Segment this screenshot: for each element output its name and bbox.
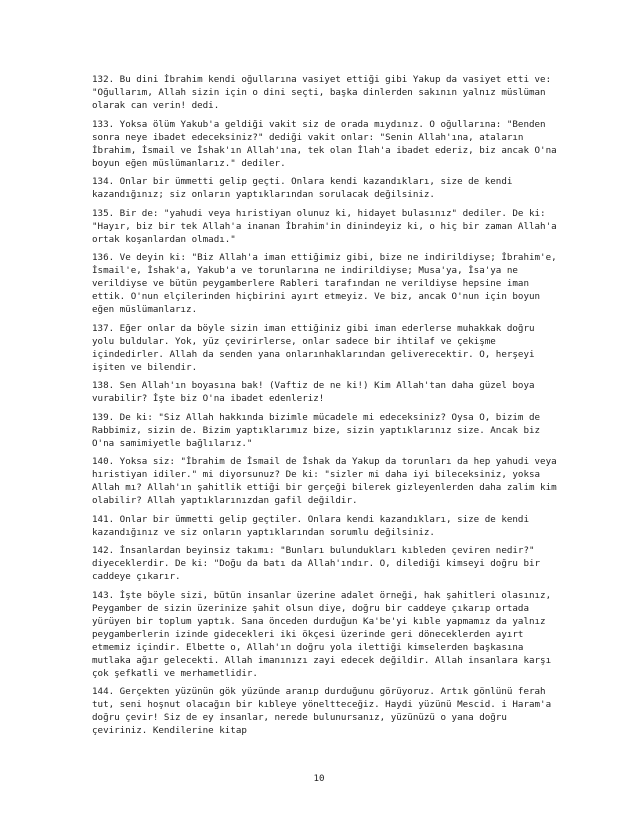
verse-paragraph-133: 133. Yoksa ölüm Yakub'a geldiği vakit siz de orada mıydınız. O oğullarına: "Benden sonra neye ibadet edeceksiniz?" dediği vakit onlar: "Senin Allah'ına, ataların İbrahim, İsmail ve İshak'ın Allah'ına, tek olan İlah'a ibadet ederiz, biz ancak O'na boyun eğen müslümanlarız." dediler. <box>92 118 557 169</box>
verse-paragraph-137: 137. Eğer onlar da böyle sizin iman ettiğiniz gibi iman ederlerse muhakkak doğru yolu buldular. Yok, yüz çevirirlerse, onlar sadece bir ihtilaf ve çekişme içindedirler. Allah da senden yana onlarınhaklarından geliverecektir. O, herşeyi işiten ve bilendir. <box>92 322 535 373</box>
verse-paragraph-141: 141. Onlar bir ümmetti gelip geçtiler. Onlara kendi kazandıkları, size de kendi kazandığınız ve siz onların yaptıklarından sorumlu değilsiniz. <box>92 513 529 538</box>
verse-paragraph-135: 135. Bir de: "yahudi veya hıristiyan olunuz ki, hidayet bulasınız" dediler. De ki: "Hayır, biz bir tek Allah'a inanan İbrahim'in dinindeyiz ki, o hiç bir zaman Allah'a ortak koşanlardan olmadı." <box>92 207 557 245</box>
verse-paragraph-132: 132. Bu dini İbrahim kendi oğullarına vasiyet ettiği gibi Yakup da vasiyet etti ve: "Oğullarım, Allah sizin için o dini seçti, başka dinlerden sakının yalnız müslüman olarak can verin! dedi. <box>92 74 552 111</box>
verse-paragraph-139: 139. De ki: "Siz Allah hakkında bizimle mücadele mi edeceksiniz? Oysa O, bizim de Rabbimiz, sizin de. Bizim yaptıklarımız bize, sizin yaptıklarınız size. Ancak biz O'na samimiyetle bağlılarız." <box>92 411 541 449</box>
page-number: 10 <box>313 773 325 784</box>
verse-paragraph-142: 142. İnsanlardan beyinsiz takımı: "Bunları bulundukları kıbleden çeviren nedir?" diyeceklerdir. De ki: "Doğu da batı da Allah'ındır. O, dilediği kimseyi doğru bir caddeye çıkarır. <box>92 545 541 582</box>
verse-paragraph-134: 134. Onlar bir ümmetti gelip geçti. Onlara kendi kazandıkları, size de kendi kazandığınız; siz onların yaptıklarından sorulacak değilsiniz. <box>92 176 513 200</box>
verse-paragraph-143: 143. İşte böyle sizi, bütün insanlar üzerine adalet örneği, hak şahitleri olasınız, Peygamber de sizin üzerinize şahit olsun diye, doğru bir caddeye çıkarıp ortada yürüyen bir toplum yaptık. Sana önceden durduğun Ka'be'yi kıble yapmamız da yalnız peygamberlerin izinde gidecekleri iki ökçesi üzerinde geri döneceklerden ayırt etmemiz içindir. Elbette o, Allah'ın doğru yola ilettiği kimselerden başkasına mutlaka ağır gelecekti. Allah imanınızı zayi edecek değildir. Allah insanlara karşı çok şefkatli ve merhametlidir. <box>92 589 552 679</box>
verse-paragraph-138: 138. Sen Allah'ın boyasına bak! (Vaftiz de ne ki!) Kim Allah'tan daha güzel boya vurabilir? İşte biz O'na ibadet edenleriz! <box>92 380 535 404</box>
verse-paragraph-144: 144. Gerçekten yüzünün gök yüzünde aranıp durduğunu görüyoruz. Artık gönlünü ferah tut, seni hoşnut olacağın bir kıbleye yöneltteceğiz. Haydi yüzünü Mescid. i Haram'a doğru çevir! Siz de ey insanlar, nerede bulunursanız, yüzünüzü o yana doğru çeviriniz. Kendilerine kitap <box>92 686 552 736</box>
verse-paragraph-140: 140. Yoksa siz: "İbrahim de İsmail de İshak da Yakup da torunları da hep yahudi veya hıristiyan idiler." mi diyorsunuz? De ki: "sizler mi daha iyi bileceksiniz, yoksa Allah mı? Allah'ın şahitlik ettiği bir gerçeği bilerek gizleyenlerden daha zalim kim olabilir? Allah yaptıklarınızdan gafil değildir. <box>92 456 557 506</box>
verse-paragraph-136: 136. Ve deyin ki: "Biz Allah'a iman ettiğimiz gibi, bize ne indirildiyse; İbrahim'e, İsmail'e, İshak'a, Yakub'a ve torunlarına ne indirildiyse; Musa'ya, İsa'ya ne verildiyse ve bütün peygamberlere Rableri tarafından ne verildiyse hepsine iman ettik. O'nun elçilerinden hiçbirini ayırt etmeyiz. Ve biz, ancak O'nun için boyun eğen müslümanlarız. <box>92 252 557 315</box>
page-body <box>92 73 562 743</box>
